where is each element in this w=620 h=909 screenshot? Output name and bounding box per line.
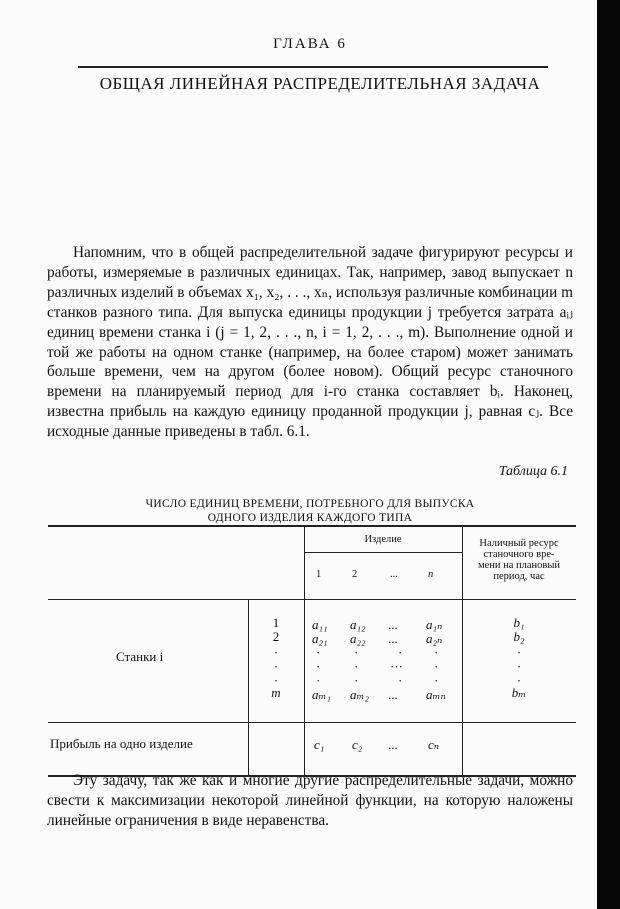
chapter-title: ОБЩАЯ ЛИНЕЙНАЯ РАСПРЕДЕЛИТЕЛЬНАЯ ЗАДАЧА: [99, 74, 541, 93]
table-caption-line: ОДНОГО ИЗДЕЛИЯ КАЖДОГО ТИПА: [207, 512, 413, 524]
table-cell: ·: [354, 645, 359, 660]
table-cell: ·: [516, 673, 522, 688]
table-cell: ·: [434, 659, 439, 674]
table-cell: ·: [354, 673, 359, 688]
table-caption-line: ЧИСЛО ЕДИНИЦ ВРЕМЕНИ, ПОТРЕБНОГО ДЛЯ ВЫПУСКА: [145, 498, 475, 510]
table-cell: a₂₂: [350, 631, 366, 646]
row-index: m: [271, 685, 281, 700]
col-header: 1: [316, 569, 322, 580]
profit-row-label: Прибыль на одно изделие: [50, 736, 193, 751]
table-vline: [304, 527, 305, 775]
table-cell: ·: [434, 645, 439, 660]
col-header: n: [428, 569, 434, 580]
intro-paragraph: Напомним, что в общей распределительной задаче фигурируют ресурсы и работы, измеряемые в различных единицах. Так, например, завод выпускает n различных изделий в объемах x₁, x₂, . . ., xₙ, используя различные комбинации m станков разного типа. Для выпуска единицы продукции j требуется затрата aᵢⱼ единиц времени станка i (j = 1, 2, . . ., n, i = 1, 2, . . ., m). Выполнение одной и той же работы на одном станке (например, на более старом) может занимать больше времени, чем на другом (более новом). Общий ресурс станочного времени на планируемый период для i-го станка составляет bᵢ. Наконец, известна прибыль на каждую единицу проданной продукции j, равная cⱼ. Все исходные данные приведены в табл. 6.1.: [47, 244, 573, 441]
closing-paragraph: Эту задачу, так же как и многие другие распределительные задачи, можно свести к максимизации некоторой линейной функции, на которую наложены линейные ограничения в виде неравенства.: [47, 772, 573, 829]
col-header: 2: [352, 569, 358, 580]
table-cell: aₘ₂: [350, 687, 369, 702]
table-cell: b₂: [513, 629, 525, 644]
col-header: ...: [390, 569, 398, 580]
table-cell: ...: [388, 687, 398, 702]
row-label-machines: Станки i: [116, 649, 164, 664]
table-body-rule: [48, 722, 576, 723]
table-cell: b₁: [513, 615, 525, 630]
table-cell: ·: [316, 645, 321, 660]
table-cell: bₘ: [511, 685, 527, 700]
resource-header-line: Наличный ресурс: [479, 538, 559, 549]
row-index: 2: [272, 629, 280, 644]
product-header-rule: [304, 552, 462, 553]
table-top-rule: [48, 525, 576, 527]
table-cell: ·: [434, 673, 439, 688]
row-index: ·: [273, 673, 279, 688]
table-cell: ·: [316, 659, 321, 674]
table-cell: ...: [388, 631, 398, 646]
row-index: ·: [273, 645, 279, 660]
table-cell: a₁₂: [350, 617, 366, 632]
table-cell: ·: [398, 645, 403, 660]
table-cell: ·: [354, 659, 359, 674]
chapter-heading: ГЛАВА 6: [273, 36, 347, 52]
table-cell: ...: [388, 617, 398, 632]
table-cell: ·: [516, 659, 522, 674]
table-cell: aₘₙ: [426, 687, 446, 702]
book-spine-edge: [597, 0, 620, 909]
heading-rule: [78, 66, 548, 68]
resource-header-line: период, час: [493, 571, 545, 582]
profit-cell: ...: [388, 737, 398, 752]
row-index: ·: [273, 659, 279, 674]
profit-cell: cₙ: [428, 737, 440, 752]
table-cell: a₁₁: [312, 617, 328, 632]
resource-header-line: мени на плановый: [477, 560, 561, 571]
table-cell: ·: [516, 645, 522, 660]
table-cell: ·: [398, 673, 403, 688]
table-cell: a₂ₙ: [426, 631, 443, 646]
table-label: Таблица 6.1: [498, 464, 568, 479]
table-cell: aₘ₁: [312, 687, 331, 702]
product-header: Изделие: [364, 534, 402, 545]
resource-header-line: станочного вре-: [483, 549, 555, 560]
table-cell: ·: [316, 673, 321, 688]
resource-header: [462, 538, 576, 582]
table-caption: [0, 497, 620, 525]
data-table: [48, 525, 576, 777]
profit-cell: c₁: [314, 737, 325, 752]
table-cell: a₂₁: [312, 631, 328, 646]
table-cell: a₁ₙ: [426, 617, 443, 632]
table-header-rule: [48, 599, 576, 600]
row-index: 1: [272, 615, 280, 630]
table-cell: ···: [390, 659, 403, 674]
profit-cell: c₂: [352, 737, 363, 752]
